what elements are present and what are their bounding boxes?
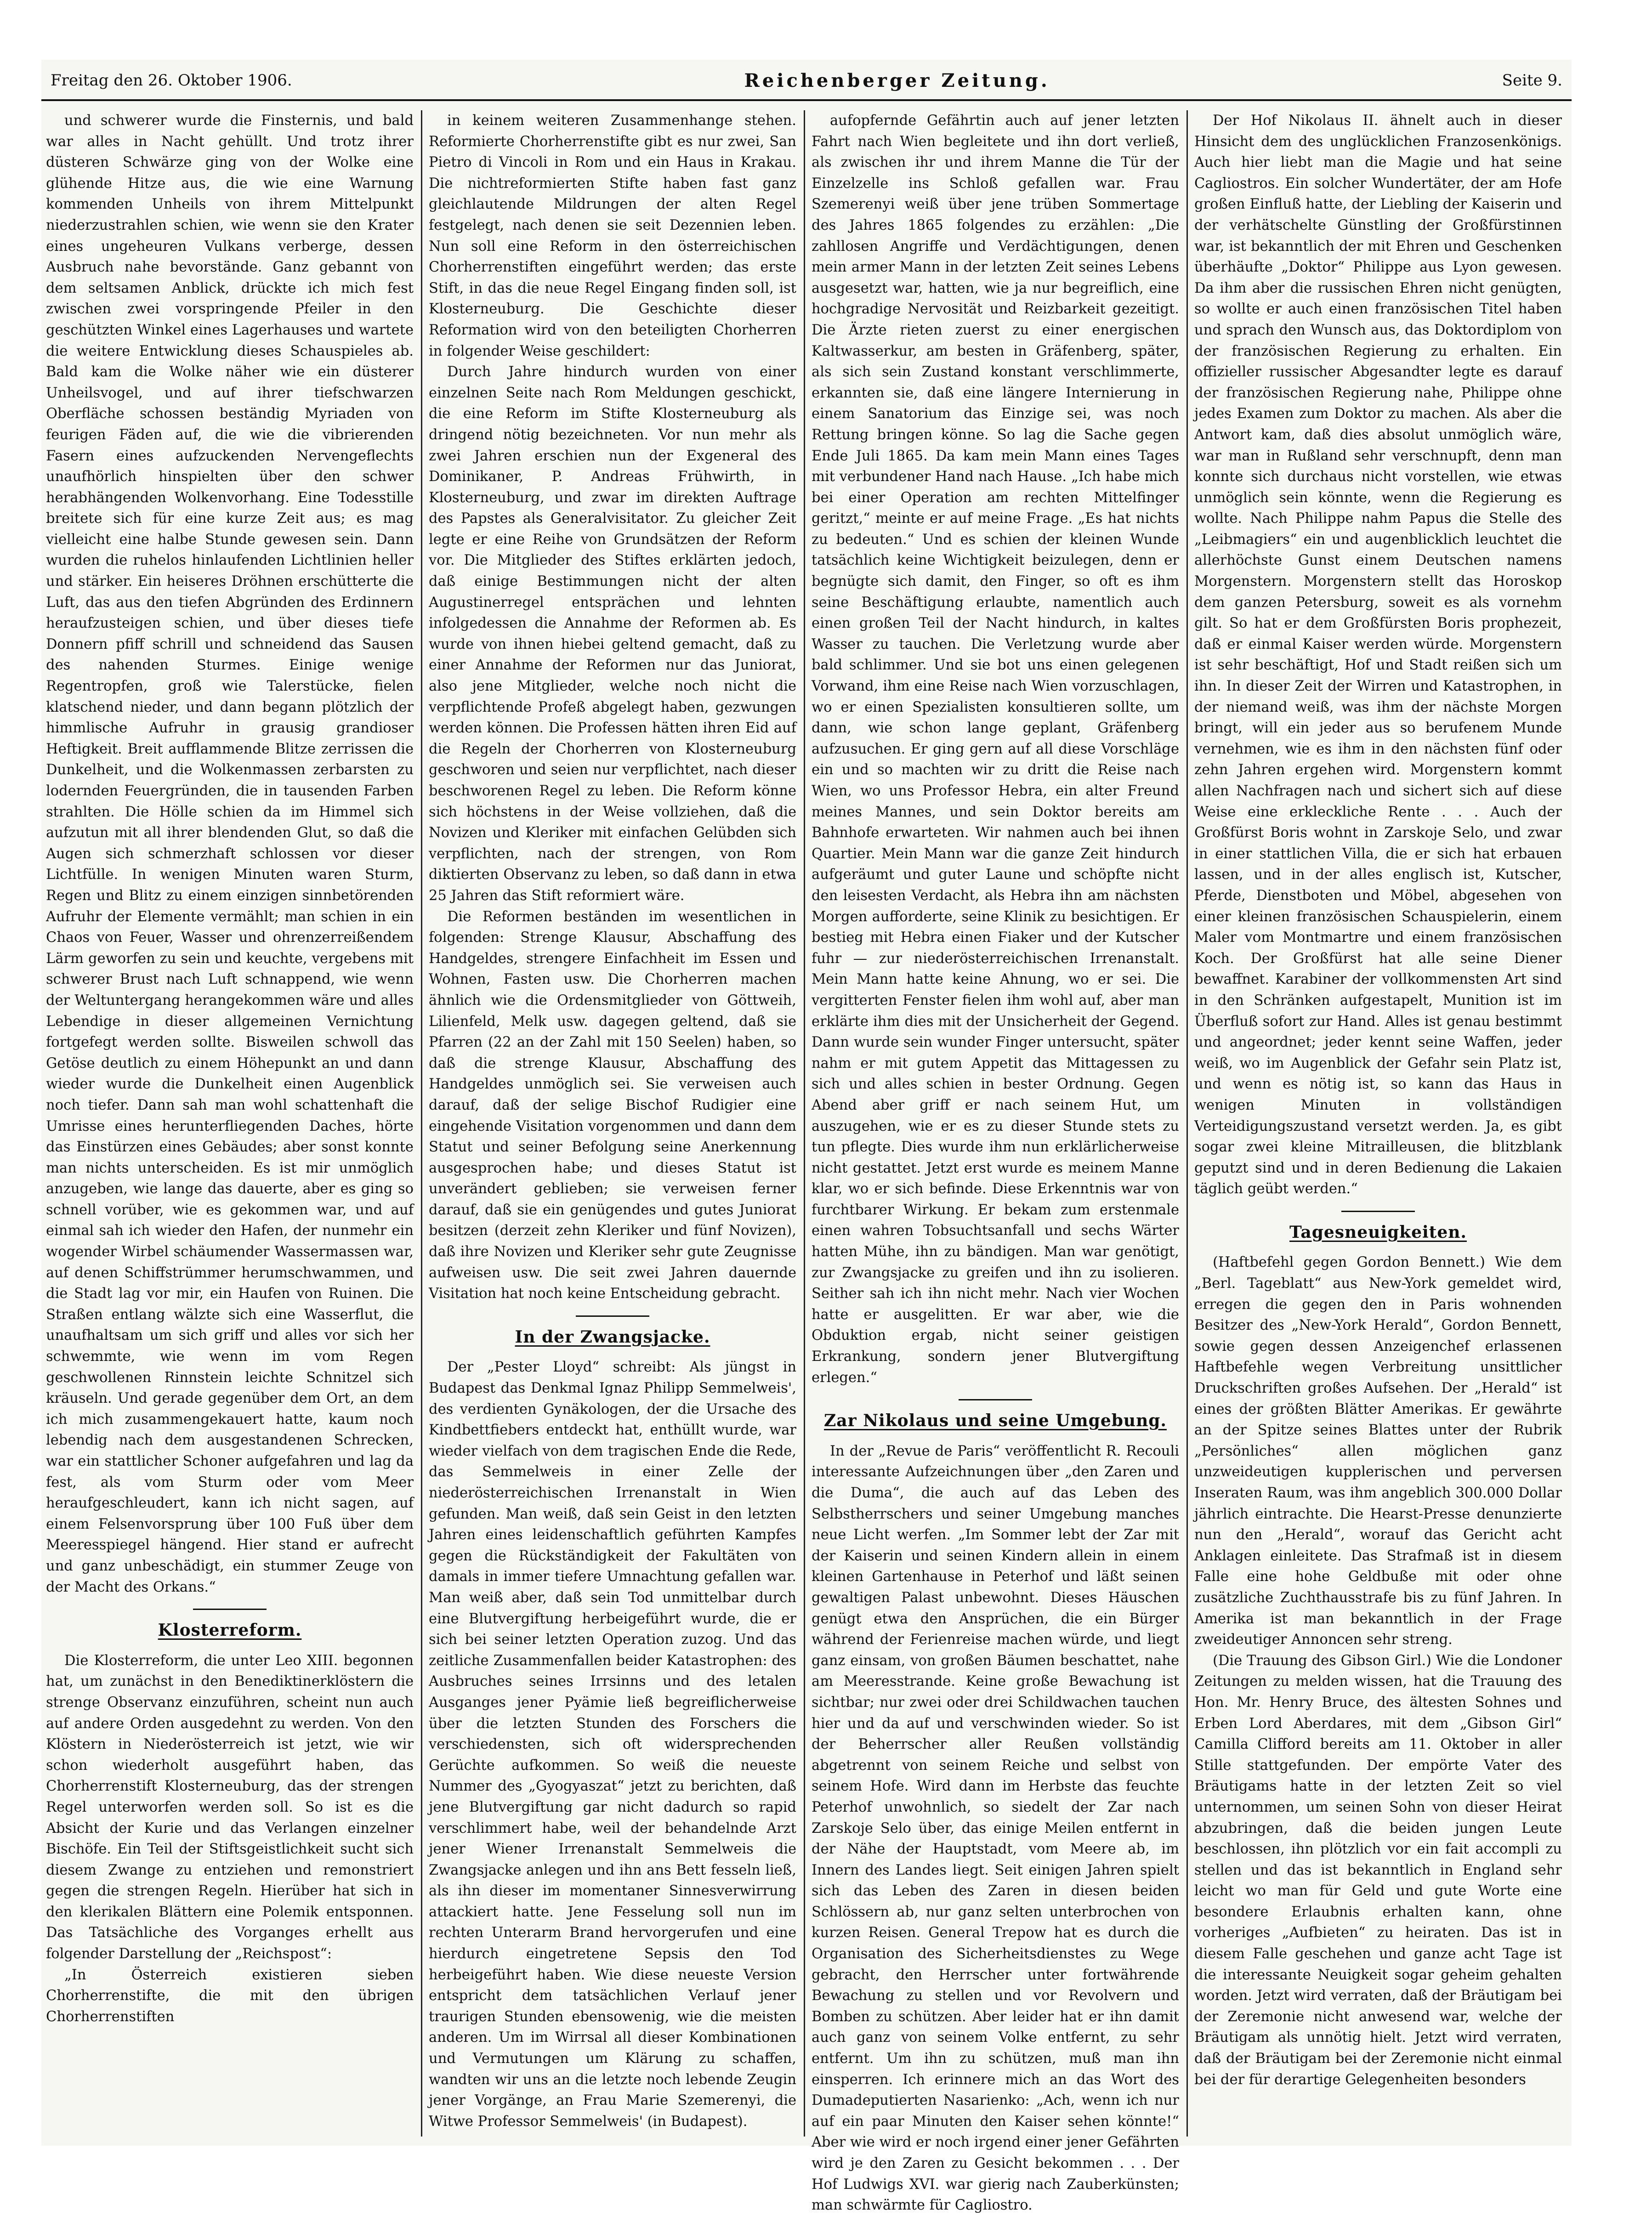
paragraph: Der Hof Nikolaus II. ähnelt auch in dieser Hinsicht dem des unglücklichen Franzosenkönigs. Auch hier liebt man die Magie und hat seine Cagliostros. Ein solcher Wundertäter, der am Hofe großen Einfluß hatte, der Liebling der Kaiserin und der verhätschelte Günstling der Großfürstinnen war, ist bekanntlich der mit Ehren und Geschenken überhäufte „Doktor“ Philippe aus Lyon gewesen. Da ihm aber die russischen Ehren nicht genügten, so wollte er auch einen französischen Titel haben und sprach den Wunsch aus, das Doktordiplom von der französischen Regierung zu erhalten. Ein offizieller russischer Abgesandter legte es darauf der französischen Regierung nahe, Philippe ohne jedes Examen zum Doktor zu machen. Als aber die Antwort kam, daß dies absolut unmöglich wäre, war man in Rußland sehr verschnupft, denn man konnte sich durchaus nicht vorstellen, wie etwas unmöglich sein könnte, wenn die Regierung es wollte. Nach Philippe nahm Papus die Stelle des „Leibmagiers“ ein und augenblicklich leuchtet die allerhöchste Gunst einem Deutschen namens Morgenstern. Morgenstern stellt das Horoskop dem ganzen Petersburg, soweit es als vornehm gilt. So hat er dem Großfürsten Boris prophezeit, daß er einmal Kaiser werden würde. Morgenstern ist sehr beschäftigt, Hof und Stadt reißen sich um ihn. In dieser Zeit der Wirren und Katastrophen, in der niemand weiß, was ihm der nächste Morgen bringt, will ein jeder aus so berufenem Munde vernehmen, wie es ihm in den nächsten fünf oder zehn Jahren ergehen wird. Morgenstern kommt allen Nachfragen nach und sichert sich auf diese Weise eine erkleckliche Rente . . . Auch der Großfürst Boris wohnt in Zarskoje Selo, und zwar in einer stattlichen Villa, die er sich hat erbauen lassen, und in der alles englisch ist, Kutscher, Pferde, Dienstboten und Möbel, abgesehen von einer kleinen französischen Schauspielerin, einem Maler vom Montmartre und einem französischen Koch. Der Großfürst hat alle seine Diener bewaffnet. Karabiner der vollkommensten Art sind in den Schränken aufgestapelt, Munition ist im Überfluß sofort zur Hand. Alles ist genau bestimmt und angeordnet; jeder kennt seine Waffen, jeder weiß, wo im Augenblick der Gefahr sein Platz ist, und wenn es nötig ist, so kann das Haus in wenigen Minuten in vollständigen Verteidigungszustand versetzt werden. Ja, es gibt sogar zwei kleine Mitrailleusen, die blitzblank geputzt sind und in deren Bedienung die Lakaien täglich geübt werden.“: [1194, 113, 1562, 1197]
paragraph: Die Reformen beständen im wesentlichen in folgenden: Strenge Klausur, Abschaffung des Handgeldes, strengere Einfachheit im Essen und Wohnen, Fasten usw. Die Chorherren machen ähnlich wie die Ordensmitglieder von Göttweih, Lilienfeld, Melk usw. dagegen geltend, daß sie Pfarren (22 an der Zahl mit 150 Seelen) haben, so daß die strenge Klausur, Abschaffung des Handgeldes unmöglich sei. Sie verweisen auch darauf, daß der selige Bischof Rudigier eine eingehende Visitation vorgenommen und dann dem Statut und seiner Befolgung seine Anerkennung ausgesprochen habe; und dieses Statut ist unverändert geblieben; sie verweisen ferner darauf, daß sie ein genügendes und gutes Juniorat besitzen (derzeit zehn Kleriker und fünf Novizen), daß ihre Novizen und Kleriker sehr gute Zeugnisse aufweisen usw. Die seit zwei Jahren dauernde Visitation hat noch keine Entscheidung gebracht.: [429, 908, 796, 1302]
paragraph: Durch Jahre hindurch wurden von einer einzelnen Seite nach Rom Meldungen geschickt, die eine Reform im Stifte Klosterneuburg als dringend nötig bezeichneten. Vor nun mehr als zwei Jahren erschien nun der Exgeneral des Dominikaner, P. Andreas Frühwirth, in Klosterneuburg, und zwar im direkten Auftrage des Papstes als Generalvisitator. Zu gleicher Zeit legte er eine Reihe von Grundsätzen der Reform vor. Die Mitglieder des Stiftes erklärten jedoch, daß einige Bestimmungen nicht der alten Augustinerregel entsprächen und lehnten infolgedessen die Annahme der Reformen ab. Es wurde von ihnen hiebei geltend gemacht, daß zu einer Annahme der Reformen nur das Juniorat, also jene Mitglieder, welche noch nicht die verpflichtende Profeß abgelegt haben, gezwungen werden können. Die Professen hätten ihren Eid auf die Regeln der Chorherren von Klosterneuburg geschworen und seien nur verpflichtet, nach dieser beschworenen Regel zu leben. Die Reform könne sich höchstens in der Weise vollziehen, daß die Novizen und Kleriker mit einfachen Gelübden sich verpflichten, nach der strengen, von Rom diktierten Observanz zu leben, so daß dann in etwa 25 Jahren das Stift reformiert wäre.: [429, 364, 796, 904]
column-divider: [1186, 110, 1188, 2137]
paragraph: (Haftbefehl gegen Gordon Bennett.) Wie dem „Berl. Tageblatt“ aus New-York gemeldet wird, erregen die gegen den in Paris wohnenden Besitzer des „New-York Herald“, Gordon Bennett, sowie gegen dessen Anzeigenchef erlassenen Haftbefehle wegen Verbreitung unsittlicher Druckschriften großes Aufsehen. Der „Herald“ ist eines der größten Blätter Amerikas. Er gewährte an der Spitze seines Blattes unter der Rubrik „Persönliches“ allen möglichen ganz unzweideutigen kupplerischen und perversen Inseraten Raum, was ihm angeblich 300.000 Dollar jährlich eintrachte. Die Hearst-Presse denunzierte nun den „Herald“, worauf das Gericht acht Anklagen einleitete. Das Strafmaß ist in diesem Falle eine hohe Geldbuße mit oder ohne zusätzliche Zuchthausstrafe bis zu fünf Jahren. In Amerika ist man bekanntlich in der Frage zweideutiger Annoncen sehr streng.: [1194, 1254, 1562, 1648]
paragraph: In der „Revue de Paris“ veröffentlicht R. Recouli interessante Aufzeichnungen über „den Zaren und die Duma“, die auch auf das Leben des Selbstherrschers und seiner Umgebung manches neue Licht werfen. „Im Sommer lebt der Zar mit der Kaiserin und seinen Kindern allein in einem kleinen Gartenhause in Peterhof und läßt seinen gewaltigen Palast unbewohnt. Dieses Häuschen genügt etwa den Ansprüchen, die ein Bürger während der Ferienreise machen würde, und liegt ganz einsam, von großen Bäumen beschattet, nahe am Meeresstrande. Keine große Bewachung ist sichtbar; nur zwei oder drei Schildwachen tauchen hier und da auf und verschwinden wieder. So ist der Beherrscher aller Reußen vollständig abgetrennt von seinem Reiche und selbst von seinem Hofe. Wird dann im Herbste das feuchte Peterhof unwohnlich, so siedelt der Zar nach Zarskoje Selo über, das einige Meilen entfernt in der Nähe der Hauptstadt, vom Meere ab, im Innern des Landes liegt. Seit einigen Jahren spielt sich das Leben des Zaren in diesen beiden Schlössern ab, nur ganz selten unterbrochen von kurzen Reisen. General Trepow hat es durch die Organisation des Sicherheitsdienstes zu Wege gebracht, den Herrscher unter fortwährende Bewachung zu stellen und vor Revolvern und Bomben zu schützen. Aber leider hat er ihn damit auch ganz von seinem Volke entfernt, zu sehr entfernt. Um ihn zu schützen, muß man ihn einsperren. Ich erinnere mich an das Wort des Dumadeputierten Nasarienko: „Ach, wenn ich nur auf ein paar Minuten den Kaiser sehen könnte!“ Aber wie wird er noch irgend einer jener Gefährten wird je den Zaren zu Gesicht bekommen . . . Der Hof Ludwigs XVI. war gierig nach Zauberkünsten; man schwärmte für Cagliostro.: [812, 1443, 1179, 2214]
paragraph: Der „Pester Lloyd“ schreibt: Als jüngst in Budapest das Denkmal Ignaz Philipp Semmelweis', des verdienten Gynäkologen, der die Ursache des Kindbettfiebers entdeckt hat, enthüllt wurde, war wieder vielfach von dem tragischen Ende die Rede, das Semmelweis in einer Zelle der niederösterreichischen Irrenanstalt in Wien gefunden. Man weiß, daß sein Geist in den letzten Jahren eines leidenschaftlich geführten Kampfes gegen die Rückständigkeit der Fakultäten von damals in immer tiefere Umnachtung gefallen war. Man weiß aber, daß sein Tod unmittelbar durch eine Blutvergiftung herbeigeführt wurde, die er sich bei seiner letzten Operation zuzog. Und das zeitliche Zusammenfallen beider Katastrophen: des Ausbruches seines Irrsinns und des letalen Ausganges jener Pyämie ließ begreiflicherweise über die letzten Stunden des Forschers die verschiedensten, sich oft widersprechenden Gerüchte aufkommen. So weiß die neueste Nummer des „Gyogyaszat“ jetzt zu berichten, daß jene Blutvergiftung gar nicht dadurch so rapid verschlimmert habe, weil der behandelnde Arzt jener Wiener Irrenanstalt Semmelweis die Zwangsjacke anlegen und ihn ans Bett fesseln ließ, als ihn dieser im momentaner Sinnesverwirrung attackiert hatte. Jene Fesselung soll nun im rechten Unterarm Brand hervorgerufen und eine hierdurch eingetretene Sepsis den Tod herbeigeführt haben. Wie diese neueste Version entspricht dem tatsächlichen Verlauf jener traurigen Stunden ebensowenig, wie die meisten anderen. Um im Wirrsal all dieser Kombinationen und Vermutungen um Klärung zu schaffen, wandten wir uns an die letzte noch lebende Zeugin jener Vorgänge, an Frau Marie Szemerenyi, die Witwe Professor Semmelweis' (in Budapest).: [429, 1359, 796, 2130]
paragraph: (Die Trauung des Gibson Girl.) Wie die Londoner Zeitungen zu melden wissen, hat die Trauung des Hon. Mr. Henry Bruce, des ältesten Sohnes und Erben Lord Aberdares, mit dem „Gibson Girl“ Camilla Clifford bereits am 11. Oktober in aller Stille stattgefunden. Der empörte Vater des Bräutigams hatte in der letzten Zeit so viel unternommen, um seinen Sohn von dieser Heirat abzubringen, daß die beiden jungen Leute beschlossen, ihn plötzlich vor ein fait accompli zu stellen und das ist bekanntlich in England sehr leicht wo man für Geld und gute Worte eine besondere Erlaubnis erhalten kann, ohne vorheriges „Aufbieten“ zu heiraten. Das ist in diesem Falle geschehen und ganze acht Tage ist die interessante Neuigkeit sogar geheim gehalten worden. Jetzt wird verraten, daß der Bräutigam bei der Zeremonie nicht anwesend war, welche der Bräutigam als unnötig hielt. Jetzt wird verraten, daß der Bräutigam bei der Zeremonie nicht einmal bei der für derartige Gelegenheiten besonders: [1194, 1652, 1562, 2088]
page-header: [41, 64, 1572, 96]
paragraph: in keinem weiteren Zusammenhange stehen. Reformierte Chorherrenstifte gibt es nur zwei, San Pietro di Vincoli in Rom und ein Haus in Krakau. Die nichtreformierten Stifte haben fast ganz gleichlautende Mildrungen der alten Regel festgelegt, nach denen sie seit Dezennien leben. Nun soll eine Reform in den österreichischen Chorherrenstiften eingeführt werden; das erste Stift, in das die neue Regel Eingang finden soll, ist Klosterneuburg. Die Geschichte dieser Reformation wird von den beteiligten Chorherren in folgender Weise geschildert:: [429, 113, 796, 359]
paragraph: aufopfernde Gefährtin auch auf jener letzten Fahrt nach Wien begleitete und ihn dort verließ, als zwischen ihr und ihrem Manne die Tür der Einzelzelle ins Schloß gefallen war. Frau Szemerenyi weiß über jene trüben Sommertage des Jahres 1865 folgendes zu erzählen: „Die zahllosen Angriffe und Verdächtigungen, denen mein armer Mann in der letzten Zeit seines Lebens ausgesetzt war, hatten, wie ja nur begreiflich, eine hochgradige Nervosität und Reizbarkeit gezeitigt. Die Ärzte rieten zuerst zu einer energischen Kaltwasserkur, am besten in Gräfenberg, später, als sich sein Zustand konstant verschlimmerte, erkannten sie, daß eine längere Internierung in einem Sanatorium das Einzige sei, was noch Rettung bringen könne. So lag die Sache gegen Ende Juli 1865. Da kam mein Mann eines Tages mit verbundener Hand nach Hause. „Ich habe mich bei einer Operation am rechten Mittelfinger geritzt,“ meinte er auf meine Frage. „Es hat nichts zu bedeuten.“ Und es schien der kleinen Wunde tatsächlich keine Wichtigkeit beizulegen, denn er begnügte sich damit, den Finger, so oft es ihm seine Beschäftigung erlaubte, namentlich auch einen großen Teil der Nacht hindurch, in kaltes Wasser zu tauchen. Die Verletzung wurde aber bald schlimmer. Und sie bot uns einen gelegenen Vorwand, ihm eine Reise nach Wien vorzuschlagen, wo er einen Spezialisten konsultieren sollte, um dann, wie schon lange geplant, Gräfenberg aufzusuchen. Er ging gern auf all diese Vorschläge ein und so machten wir zu dritt die Reise nach Wien, wo uns Professor Hebra, ein alter Freund meines Mannes, und sein Doktor bereits am Bahnhofe erwarteten. Wir nahmen auch bei ihnen Quartier. Mein Mann war die ganze Zeit hindurch aufgeräumt und guter Laune und schöpfte nicht den leisesten Verdacht, als Hebra ihn am nächsten Morgen aufforderte, seine Klinik zu besichtigen. Er bestieg mit Hebra einen Fiaker und der Kutscher fuhr — zur niederösterreichischen Irrenanstalt. Mein Mann hatte keine Ahnung, wo er sei. Die vergitterten Fenster fielen ihm wohl auf, aber man erklärte ihm dies mit der Unsicherheit der Gegend. Dann wurde sein wunder Finger untersucht, später nahm er mit gutem Appetit das Mittagessen zu sich und alles schien in bester Ordnung. Gegen Abend aber griff er nach seinem Hut, um auszugehen, wie er es zu dieser Stunde stets zu tun pflegte. Dies wurde ihm nun erklärlicherweise nicht gestattet. Jetzt erst wurde es meinem Manne klar, wo er sich befinde. Diese Erkenntnis war von furchtbarer Wirkung. Er bekam zum erstenmale einen wahren Tobsuchtsanfall und sechs Wärter hatten Mühe, ihn zu bändigen. Man war genötigt, zur Zwangsjacke zu greifen und ihn zu isolieren. Seither sah ich ihn nicht mehr. Nach vier Wochen hatte er ausgelitten. Er war aber, wie die Obduktion ergab, nicht seiner geistigen Erkrankung, sondern jener Blutvergiftung erlegen.“: [812, 113, 1179, 1386]
header-rule: [41, 99, 1572, 101]
article-separator: [1341, 1211, 1415, 1212]
article-heading: In der Zwangsjacke.: [515, 1327, 710, 1347]
article-heading: Zar Nikolaus und seine Umgebung.: [824, 1411, 1167, 1431]
paragraph: „In Österreich existieren sieben Chorherrenstifte, die mit den übrigen Chorherrenstiften: [46, 1967, 414, 2025]
page-number: Seite 9.: [1502, 71, 1562, 90]
header-date: Freitag den 26. Oktober 1906.: [51, 71, 292, 90]
newspaper-page: [41, 60, 1572, 2214]
column-4: [1194, 110, 1562, 2137]
column-3: [812, 110, 1179, 2214]
column-divider: [421, 110, 422, 2137]
masthead-title: Reichenberger Zeitung.: [744, 69, 1050, 91]
article-heading: Tagesneuigkeiten.: [1289, 1222, 1467, 1242]
column-divider: [804, 110, 805, 2137]
column-2: [429, 110, 796, 2137]
article-separator: [959, 1399, 1032, 1400]
article-separator: [193, 1609, 267, 1610]
article-heading: Klosterreform.: [158, 1621, 302, 1640]
column-1: [46, 110, 414, 2137]
article-separator: [576, 1315, 649, 1317]
paragraph: Die Klosterreform, die unter Leo XIII. begonnen hat, um zunächst in den Benediktinerklöstern die strenge Observanz einzuführen, scheint nun auch auf andere Orden ausgedehnt zu werden. Von den Klöstern in Niederösterreich ist jetzt, wie wir schon wiederholt ausgeführt haben, das Chorherrenstift Klosterneuburg, das der strengen Regel unterworfen werden soll. So ist es die Absicht der Kurie und das Verlangen einzelner Bischöfe. Ein Teil der Stiftsgeistlichkeit sucht sich diesem Zwange zu entziehen und remonstriert gegen die strengen Regeln. Hierüber hat sich in den klerikalen Blättern eine Polemik entsponnen. Das Tatsächliche des Vorganges erhellt aus folgender Darstellung der „Reichspost“:: [46, 1652, 414, 1962]
paragraph: und schwerer wurde die Finsternis, und bald war alles in Nacht gehüllt. Und trotz ihrer düsteren Schwärze ging von der Wolke eine glühende Hitze aus, die wie eine Warnung kommenden Unheils von ihrem Mittelpunkt niederzustrahlen schien, wie wenn sie den Krater eines ungeheuren Vulkans verberge, dessen Ausbruch nahe bevorstände. Ganz gebannt von dem seltsamen Anblick, drückte ich mich fest zwischen zwei vorspringende Pfeiler in den geschützten Winkel eines Lagerhauses und wartete die weitere Entwicklung dieses Schauspieles ab. Bald kam die Wolke näher wie ein düsterer Unheilsvogel, und auf ihrer tiefschwarzen Oberfläche schossen beständig Myriaden von feurigen Fäden auf, die wie die vibrierenden Fasern eines aufzuckenden Nervengeflechts unaufhörlich hinspielten über den schwer herabhängenden Wolkenvorhang. Eine Todesstille breitete sich für eine kurze Zeit aus; es mag vielleicht eine halbe Stunde gewesen sein. Dann wurden die ruhelos hinlaufenden Lichtlinien heller und stärker. Ein heiseres Dröhnen erschütterte die Luft, das aus den tiefen Abgründen des Erdinnern heraufzusteigen schien, und über dieses tiefe Donnern pfiff schrill und schneidend das Sausen des nahenden Sturmes. Einige wenige Regentropfen, groß wie Talerstücke, fielen klatschend nieder, und dann begann plötzlich der himmlische Aufruhr in grausig grandioser Heftigkeit. Breit aufflammende Blitze zerrissen die Dunkelheit, und die Wolkenmassen zerbarsten zu lodernden Feuergründen, die in tausenden Farben strahlten. Die Hölle schien da im Himmel sich aufzutun mit all ihrer blendenden Glut, so daß die Augen sich schmerzhaft schlossen vor dieser Lichtfülle. In wenigen Minuten waren Sturm, Regen und Blitz zu einem einzigen sinnbetörenden Aufruhr der Elemente vermählt; man schien in ein Chaos von Feuer, Wasser und ohrenzerreißendem Lärm geworfen zu sein und keuchte, vergebens mit schwerer Brust nach Luft schnappend, wie wenn der Weltuntergang herangekommen wäre und alles Lebendige in dieser allgemeinen Vernichtung fortgefegt werden sollte. Bisweilen schwoll das Getöse deutlich zu einem Höhepunkt an und dann wieder wurde die Dunkelheit einen Augenblick noch tiefer. Dann sah man wohl schattenhaft die Umrisse eines herunterfliegenden Daches, hörte das Einstürzen eines Gebäudes; aber sonst konnte man nichts unterscheiden. Es ist mir unmöglich anzugeben, wie lange das dauerte, aber es ging so schnell vorüber, wie es gekommen war, und auf einmal sah ich wieder den Hafen, der nunmehr ein wogender Wirbel schäumender Wassermassen war, auf denen Schiffstrümmer herumschwammen, und die Stadt lag vor mir, ein Haufen von Ruinen. Die Straßen entlang wälzte sich eine Wasserflut, die unaufhaltsam um sich griff und alles vor sich her schwemmte, wie wenn im vom Regen geschwollenen Rinnstein leichte Schnitzel sich kräuseln. Und gerade gegenüber dem Ort, an dem ich mich zusammengekauert hatte, kaum noch lebendig nach dem ausgestandenen Schrecken, war ein stattlicher Schoner aufgefahren und lag da fest, als vom Sturm oder vom Meer heraufgeschleudert, kann ich nicht sagen, auf einem Felsenvorsprung über 100 Fuß über dem Meeresspiegel hängend. Hier stand er aufrecht und ganz unbeschädigt, ein stummer Zeuge von der Macht des Orkans.“: [46, 113, 414, 1595]
